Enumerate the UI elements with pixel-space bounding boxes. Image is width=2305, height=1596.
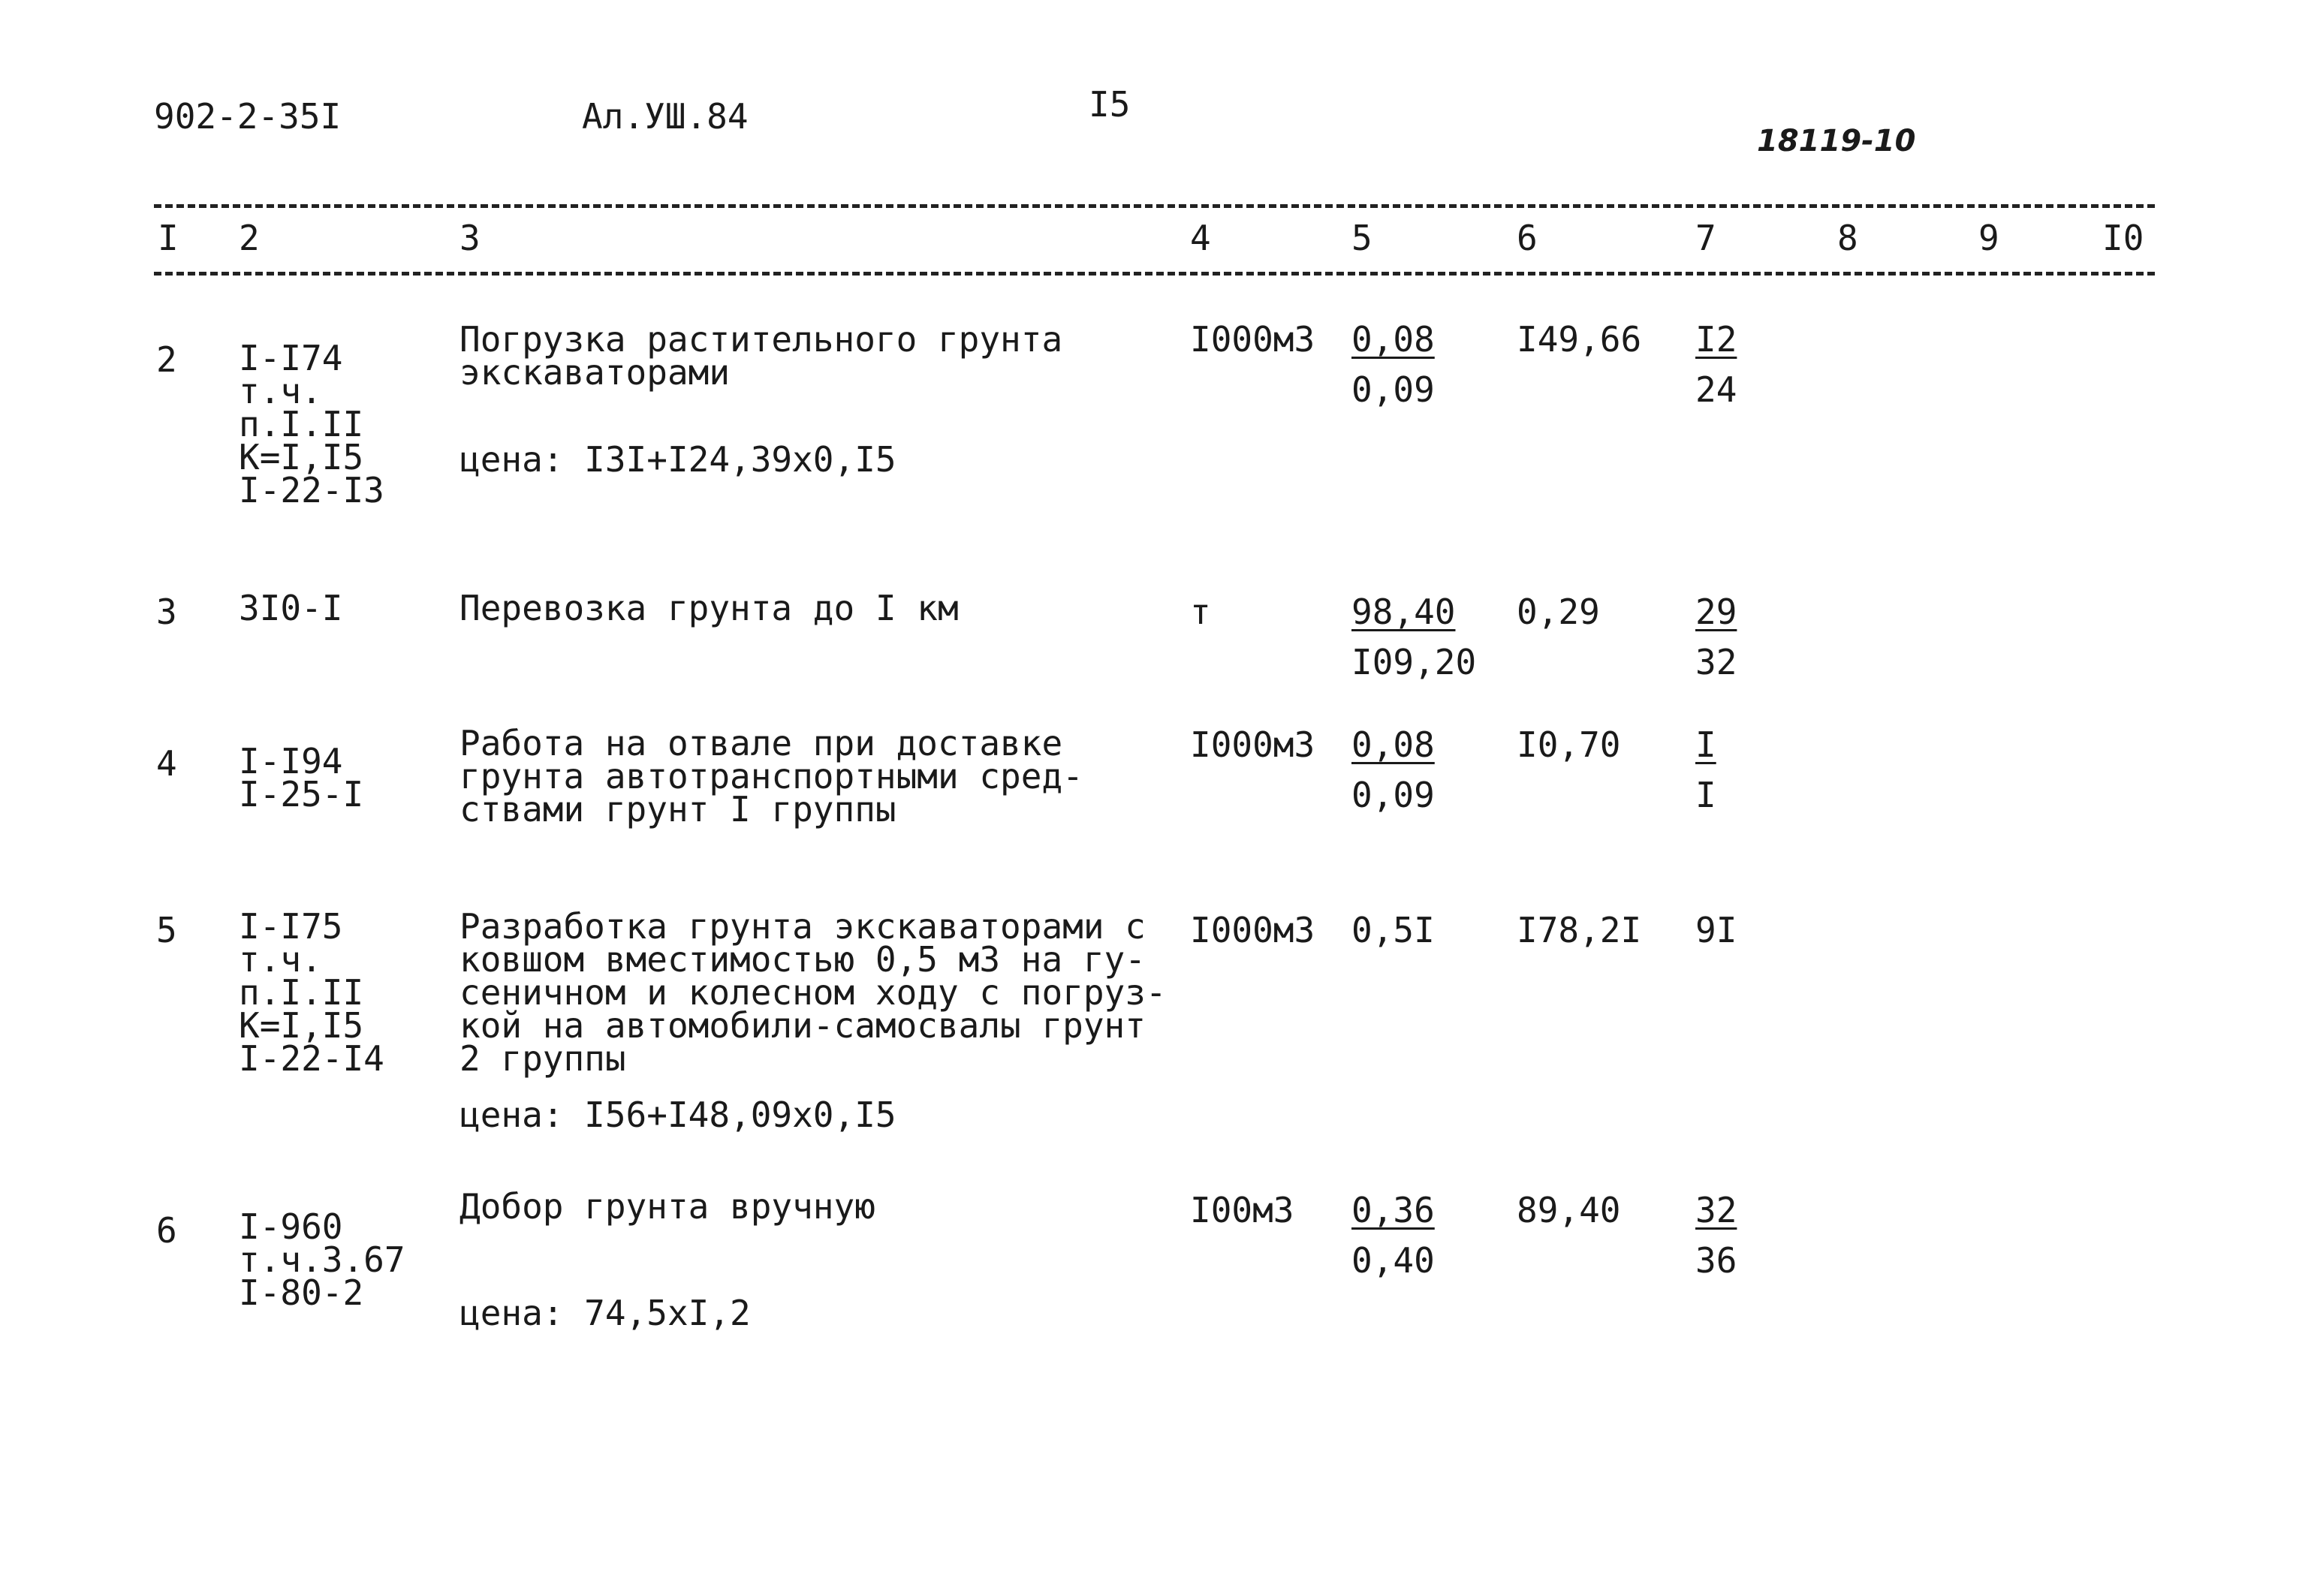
row-total-bottom: I: [1695, 775, 1716, 815]
row-total-bottom: 24: [1695, 369, 1737, 410]
row-unit: I000м3: [1190, 319, 1315, 360]
row-total-bottom: 36: [1695, 1240, 1737, 1281]
row-number: 3: [156, 592, 177, 632]
row-total-top: I: [1695, 724, 1716, 765]
row-description: Погрузка растительного грунта экскаваторами: [459, 319, 1063, 393]
row-code: 3I0-I: [239, 588, 343, 628]
row-price-note: цена: I56+I48,09x0,I5: [459, 1095, 896, 1135]
row-description: Разработка грунта экскаваторами с ковшом вместимостью 0,5 м3 на гу- сеничном и колесном ходу с погруз- кой на автомобили-самосвалы грунт 2 группы: [459, 906, 1167, 1079]
row-total-top: 29: [1695, 592, 1737, 632]
row-number: 6: [156, 1210, 177, 1251]
col-header-4: 4: [1190, 218, 1211, 258]
row-unit: I000м3: [1190, 910, 1315, 950]
row-price-note: цена: 74,5xI,2: [459, 1293, 751, 1333]
header-top-rule: [154, 204, 2155, 208]
row-qty-top: 0,08: [1351, 319, 1435, 360]
row-unit: т: [1190, 592, 1211, 632]
row-code: I-I75 т.ч. п.I.II К=I,I5 I-22-I4: [239, 906, 384, 1079]
col-header-6: 6: [1517, 218, 1538, 258]
page-number: I5: [1089, 84, 1131, 125]
row-total-top: I2: [1695, 319, 1737, 360]
row-rate: I78,2I: [1517, 910, 1642, 950]
document-code: 902-2-35I: [154, 96, 342, 137]
row-price-note: цена: I3I+I24,39x0,I5: [459, 439, 896, 480]
col-header-1: I: [158, 218, 179, 258]
col-header-3: 3: [459, 218, 481, 258]
row-total-bottom: 32: [1695, 642, 1737, 682]
row-qty-top: 98,40: [1351, 592, 1456, 632]
row-rate: I0,70: [1517, 724, 1621, 765]
row-rate: I49,66: [1517, 319, 1642, 360]
row-total-top: 9I: [1695, 910, 1737, 950]
col-header-7: 7: [1695, 218, 1716, 258]
col-header-2: 2: [239, 218, 260, 258]
handwritten-note: 18119-10: [1757, 124, 1916, 158]
header-bottom-rule: [154, 272, 2155, 276]
row-qty-top: 0,36: [1351, 1190, 1435, 1230]
row-number: 5: [156, 910, 177, 950]
col-header-8: 8: [1837, 218, 1858, 258]
row-total-top: 32: [1695, 1190, 1737, 1230]
row-rate: 89,40: [1517, 1190, 1621, 1230]
album-label: Ал.УШ.84: [582, 96, 749, 137]
row-unit: I00м3: [1190, 1190, 1294, 1230]
row-description: Добор грунта вручную: [459, 1186, 875, 1227]
col-header-5: 5: [1351, 218, 1372, 258]
row-code: I-960 т.ч.3.67 I-80-2: [239, 1206, 405, 1313]
row-code: I-I74 т.ч. п.I.II К=I,I5 I-22-I3: [239, 338, 384, 510]
row-unit: I000м3: [1190, 724, 1315, 765]
row-description: Перевозка грунта до I км: [459, 588, 959, 628]
row-qty-bottom: I09,20: [1351, 642, 1477, 682]
row-rate: 0,29: [1517, 592, 1600, 632]
row-number: 4: [156, 743, 177, 784]
row-qty-bottom: 0,09: [1351, 369, 1435, 410]
row-description: Работа на отвале при доставке грунта автотранспортными сред- ствами грунт I группы: [459, 723, 1083, 830]
row-number: 2: [156, 339, 177, 380]
row-qty-top: 0,08: [1351, 724, 1435, 765]
col-header-10: I0: [2102, 218, 2144, 258]
row-qty-bottom: 0,09: [1351, 775, 1435, 815]
row-qty-bottom: 0,40: [1351, 1240, 1435, 1281]
row-qty-top: 0,5I: [1351, 910, 1435, 950]
row-code: I-I94 I-25-I: [239, 741, 364, 815]
col-header-9: 9: [1978, 218, 1999, 258]
